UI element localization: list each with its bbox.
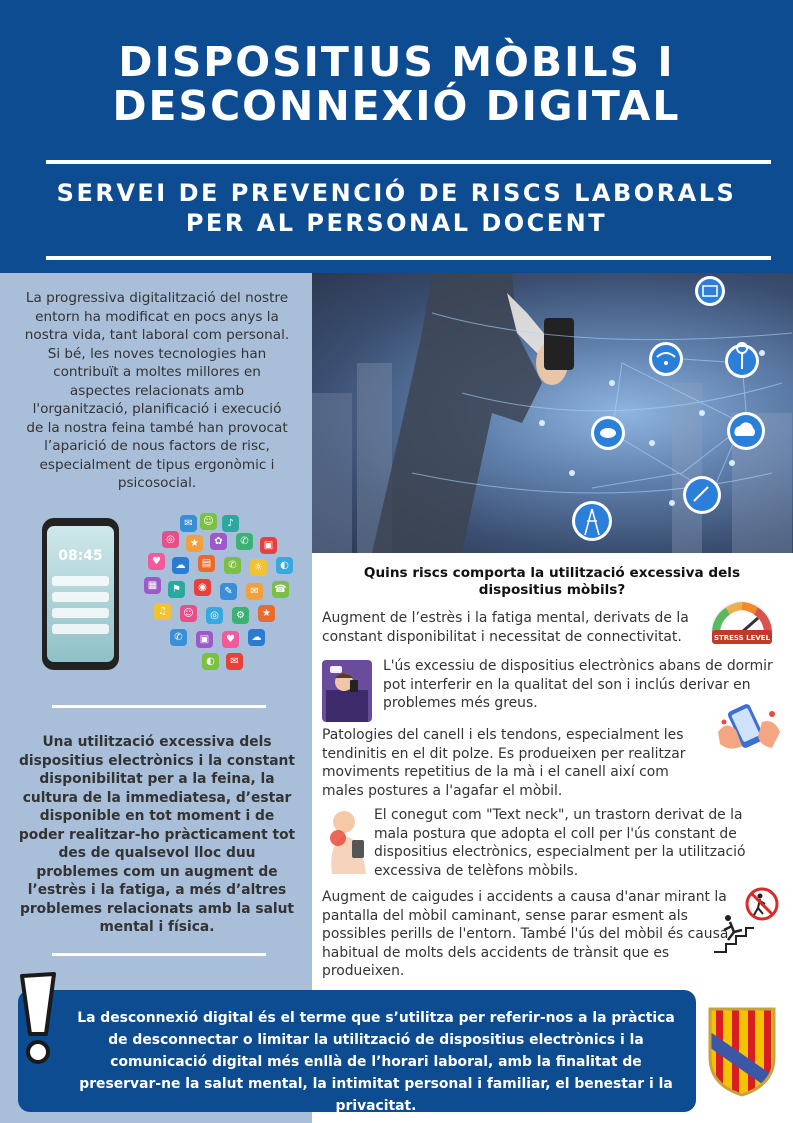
app-icons-cloud: ✉ ☺ ♪ ◎ ★ ✿ ✆ ▣ ♥ ☁ ▤ ✆ ☼ ◐ ▦ ⚑ ◉ ✎ ✉ ☎ ♫ ☺ ◎ ⚙ ★ ✆ ▣ ♥ ☁ ◐ ✉ — [140, 513, 300, 673]
risk-item-stress: Augment de l’estrès i la fatiga mental, derivats de la constant disponibilitat i necessitat de connectivitat. — [322, 610, 689, 645]
divider-left-1 — [52, 705, 266, 708]
excess-use-paragraph: Una utilització excessiva dels dispositius electrònics i la constant disponibilitat per a la feina, la cultura de la immediatesa, d’estar disponible en tot moment i de poder realitzar-ho pràcticament tot des de qualsevol lloc duu problemes com un augment de l’estrès i la fatiga, a més d’altres problemes relacionats amb la salut mental i física. — [18, 734, 296, 935]
phone-screen — [47, 526, 114, 662]
stress-gauge-icon — [710, 596, 774, 646]
digital-disconnection-callout — [18, 990, 696, 1112]
phone-notification — [52, 608, 109, 618]
sleepless-person-icon — [322, 660, 372, 722]
smartphone-icon — [42, 518, 119, 670]
network-hologram-graphic — [312, 273, 793, 553]
title-line-1: DISPOSITIUS MÒBILS I — [118, 38, 675, 86]
phone-time: 08:45 — [58, 548, 103, 564]
phone-notification — [52, 592, 109, 602]
exclamation-icon — [16, 970, 60, 1066]
risk-item-sleep: L'ús excessiu de dispositius electrònics abans de dormir pot interferir en la qualitat del son i inclús derivar en problemes més greus. — [383, 658, 773, 711]
page-subtitle — [0, 178, 793, 238]
falling-stairs-icon — [712, 910, 756, 954]
risk-item-tendinitis: Patologies del canell i els tendons, especialment les tendinitis en el dit polze. Es produeixen per realitzar moviments repetitius de la mà i el canell així com males postures a l'agafar el mòbil. — [322, 727, 686, 799]
risk-item-text-neck: El conegut com "Text neck", un trastorn derivat de la mala postura que adopta el coll per l'ús constant de dispositius electrònics, especialment per la utilització excessiva de telèfons mòbils. — [374, 807, 746, 879]
network-hologram-image — [312, 273, 793, 553]
balearic-shield-logo — [706, 1005, 778, 1097]
intro-paragraph: La progressiva digitalització del nostre entorn ha modificat en pocs anys la nostra vida, tant laboral com personal. Si bé, les noves tecnologies han contribuït a moltes millores en aspectes relacionats amb l'organització, planificació i execució de la nostra feina també han provocat l’aparició de nous factors de risc, especialment de tipus ergonòmic i psicosocial. — [24, 290, 290, 491]
title-line-2: DESCONNEXIÓ DIGITAL — [112, 82, 681, 130]
header-banner — [0, 0, 793, 273]
callout-text: La desconnexió digital és el terme que s’utilitza per referir-nos a la pràctica de desconnectar o limitar la utilització de dispositius electrònics i la comunicació digital més enllà de l’horari laboral, amb la finalitat de preservar-ne la salut mental, la intimitat personal i familiar, el benestar i la privacitat. — [77, 1010, 675, 1114]
phone-notification — [52, 576, 109, 586]
subtitle-line-2: PER AL PERSONAL DOCENT — [185, 209, 608, 237]
divider-top — [46, 160, 771, 164]
risk-item-falls: Augment de caigudes i accidents a causa d'anar mirant la pantalla del mòbil caminant, sense parar esment als possibles perills de l'entorn. També l'ús del mòbil és causa habitual de molts dels accidents de trànsit que es produeixen. — [322, 889, 729, 979]
neck-pain-icon — [322, 808, 372, 874]
hands-phone-icon — [712, 702, 784, 754]
page-title — [0, 40, 793, 128]
subtitle-line-1: SERVEI DE PREVENCIÓ DE RISCS LABORALS — [56, 179, 737, 207]
stress-level-label: STRESS LEVEL — [713, 634, 771, 642]
phone-notification — [52, 624, 109, 634]
divider-bottom — [46, 256, 771, 260]
risks-question: Quins riscs comporta la utilització excessiva dels dispositius mòbils? — [363, 565, 741, 598]
divider-left-2 — [52, 953, 266, 956]
